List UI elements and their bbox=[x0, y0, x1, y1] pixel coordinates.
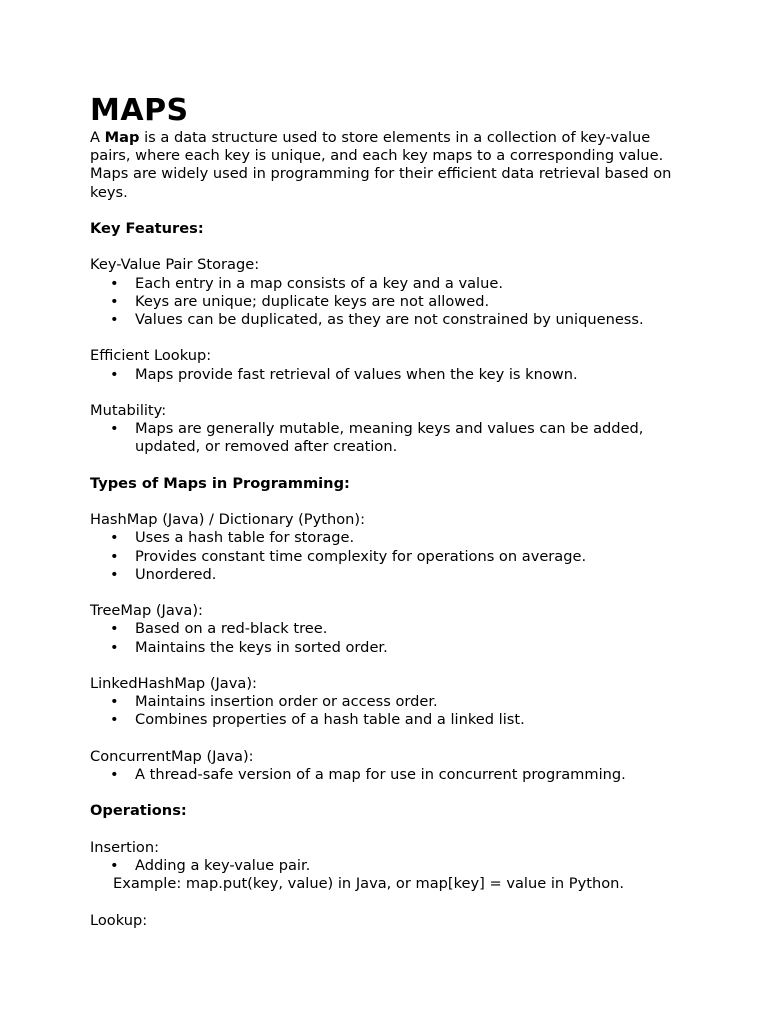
list-item bbox=[90, 693, 690, 711]
list-item bbox=[90, 275, 690, 293]
bullet-list-hashmap bbox=[90, 529, 690, 584]
list-item bbox=[90, 293, 690, 311]
intro-rest: is a data structure used to store elements in a collection of key-value pairs, where each key is unique, and each key maps to a corresponding value. Maps are widely used in programming for their efficient data retrieval based on keys. bbox=[90, 129, 672, 201]
bullet-icon: • bbox=[110, 292, 119, 310]
document-page bbox=[90, 93, 690, 930]
bullet-icon: • bbox=[110, 274, 119, 292]
intro-paragraph bbox=[90, 129, 690, 202]
list-item-text: Each entry in a map consists of a key and a value. bbox=[135, 274, 503, 292]
bullet-list-linkedhashmap bbox=[90, 693, 690, 729]
list-item bbox=[90, 311, 690, 329]
list-item-text: Keys are unique; duplicate keys are not allowed. bbox=[135, 292, 490, 310]
bullet-list-mutability bbox=[90, 420, 690, 456]
group-label-hashmap: HashMap (Java) / Dictionary (Python): bbox=[90, 511, 365, 529]
list-item-text: Adding a key-value pair. bbox=[135, 856, 311, 874]
list-item-text: Uses a hash table for storage. bbox=[135, 529, 355, 547]
list-item-text: Based on a red-black tree. bbox=[135, 620, 328, 638]
bullet-icon: • bbox=[110, 311, 119, 328]
intro-bold-term: Map bbox=[104, 129, 140, 146]
group-label-linkedhashmap: LinkedHashMap (Java): bbox=[90, 674, 257, 692]
key-features-heading: Key Features: bbox=[90, 220, 204, 237]
list-item bbox=[90, 566, 690, 584]
insertion-example: Example: map.put(key, value) in Java, or map[key] = value in Python. bbox=[113, 875, 625, 893]
group-label-key-value-storage: Key-Value Pair Storage: bbox=[90, 256, 260, 274]
bullet-icon: • bbox=[110, 565, 119, 583]
bullet-icon: • bbox=[110, 420, 119, 438]
bullet-list-key-value-storage bbox=[90, 275, 690, 330]
list-item-text: Maps are generally mutable, meaning keys and values can be added, updated, or removed after creation. bbox=[135, 420, 644, 456]
bullet-icon: • bbox=[110, 529, 119, 547]
group-label-efficient-lookup: Efficient Lookup: bbox=[90, 347, 212, 365]
list-item-text: Maps provide fast retrieval of values when the key is known. bbox=[135, 365, 578, 383]
list-item-text: Combines properties of a hash table and a linked list. bbox=[135, 711, 525, 729]
bullet-list-concurrentmap bbox=[90, 766, 690, 784]
document-title: MAPS bbox=[90, 93, 189, 128]
group-label-concurrentmap: ConcurrentMap (Java): bbox=[90, 747, 254, 765]
operations-heading: Operations: bbox=[90, 802, 187, 820]
list-item-text: A thread-safe version of a map for use in concurrent programming. bbox=[135, 765, 626, 783]
group-label-lookup: Lookup: bbox=[90, 911, 148, 929]
bullet-list-efficient-lookup bbox=[90, 366, 690, 384]
bullet-icon: • bbox=[110, 638, 119, 656]
list-item-text: Provides constant time complexity for operations on average. bbox=[135, 547, 587, 565]
bullet-icon: • bbox=[110, 765, 119, 783]
intro-prefix: A bbox=[90, 129, 105, 146]
list-item-text: Maintains insertion order or access order. bbox=[135, 693, 438, 711]
list-item bbox=[90, 857, 690, 875]
bullet-icon: • bbox=[110, 856, 119, 874]
bullet-list-insertion bbox=[90, 857, 690, 875]
list-item bbox=[90, 366, 690, 384]
group-label-treemap: TreeMap (Java): bbox=[90, 602, 203, 620]
list-item bbox=[90, 420, 690, 456]
list-item-text: Values can be duplicated, as they are not constrained by uniqueness. bbox=[135, 311, 644, 328]
bullet-icon: • bbox=[110, 620, 119, 638]
group-label-insertion: Insertion: bbox=[90, 838, 160, 856]
bullet-list-treemap bbox=[90, 620, 690, 656]
bullet-icon: • bbox=[110, 547, 119, 565]
list-item bbox=[90, 529, 690, 547]
bullet-icon: • bbox=[110, 693, 119, 711]
list-item bbox=[90, 711, 690, 729]
types-heading: Types of Maps in Programming: bbox=[90, 474, 350, 492]
list-item bbox=[90, 548, 690, 566]
list-item-text: Maintains the keys in sorted order. bbox=[135, 638, 388, 656]
list-item-text: Unordered. bbox=[135, 565, 217, 583]
group-label-mutability: Mutability: bbox=[90, 401, 167, 419]
bullet-icon: • bbox=[110, 365, 119, 383]
list-item bbox=[90, 639, 690, 657]
list-item bbox=[90, 620, 690, 638]
bullet-icon: • bbox=[110, 711, 119, 729]
list-item bbox=[90, 766, 690, 784]
